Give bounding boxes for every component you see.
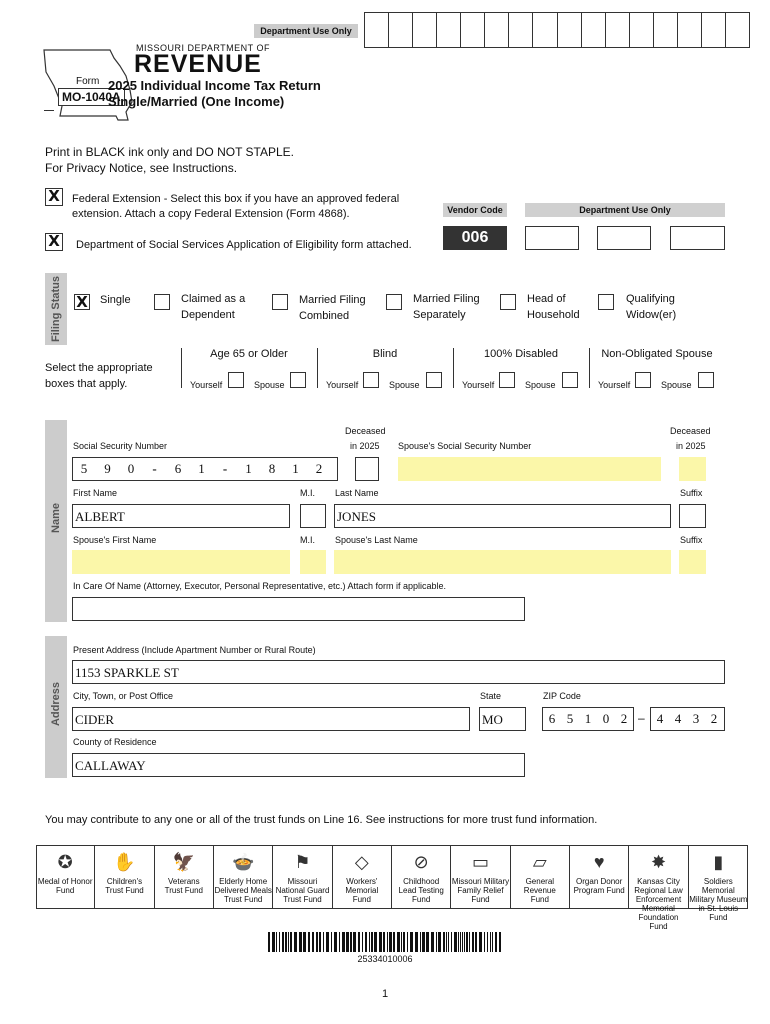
hands-icon: ✋ <box>113 852 136 872</box>
spouse-suffix-label: Suffix <box>680 535 703 545</box>
form-subtitle: Single/Married (One Income) <box>108 94 285 109</box>
trust-fund-label: Fund <box>471 895 490 904</box>
age-65-yourself-label: Yourself <box>190 380 223 390</box>
trust-fund-label: Memorial <box>345 886 379 895</box>
filing-status-label: Filing Status <box>50 276 62 342</box>
medal-icon: ✪ <box>57 852 73 872</box>
trust-fund-label: Soldiers <box>703 877 733 886</box>
county-field[interactable]: CALLAWAY <box>72 753 525 777</box>
head-of-household-label-2: Household <box>527 309 580 321</box>
trust-fund-7 <box>392 845 451 909</box>
barcode-bar <box>454 932 457 952</box>
trust-fund-2 <box>95 845 154 909</box>
barcode-bar <box>387 932 388 952</box>
dept-use-box-2 <box>597 226 651 250</box>
disabled-yourself-checkbox[interactable] <box>499 372 515 388</box>
monument-icon: ▮ <box>713 852 724 872</box>
barcode-bar <box>436 932 437 952</box>
disabled-header: 100% Disabled <box>484 348 558 360</box>
privacy-instruction: For Privacy Notice, see Instructions. <box>45 161 238 175</box>
zip-label: ZIP Code <box>543 691 581 701</box>
zip5-digit: 6 <box>548 711 556 726</box>
trust-fund-label: Elderly Home <box>219 877 268 886</box>
barcode-bar <box>285 932 287 952</box>
spouse-first-name-label: Spouse's First Name <box>73 535 157 545</box>
city-label: City, Town, or Post Office <box>73 691 174 701</box>
barcode-bar <box>383 932 385 952</box>
zip4-digit: 2 <box>710 711 718 726</box>
barcode-bar <box>282 932 284 952</box>
trust-fund-11 <box>629 845 688 931</box>
deceased-label: Deceased <box>345 426 386 436</box>
trust-fund-label: Trust Fund <box>283 895 322 904</box>
barcode-bar <box>279 932 280 952</box>
spouse-deceased-label: Deceased <box>670 426 711 436</box>
form-number: MO-1040A <box>58 88 125 106</box>
deceased-checkbox[interactable] <box>355 457 379 481</box>
trust-fund-9 <box>511 845 570 909</box>
qualifying-widow-label: Qualifying <box>626 293 675 305</box>
zip4-digit: 4 <box>656 711 664 726</box>
barcode-bar <box>499 932 501 952</box>
barcode-bar <box>407 932 408 952</box>
zip5-digit: 1 <box>584 711 592 726</box>
dss-checkbox[interactable]: X <box>45 233 63 251</box>
barcode-bar <box>401 932 402 952</box>
form-title: 2025 Individual Income Tax Return <box>108 78 321 93</box>
barcode-bar <box>350 932 352 952</box>
ssn-digit: 1 <box>292 461 299 476</box>
dept-use-boxes <box>364 12 750 48</box>
eagle-icon: 🦅 <box>172 852 196 872</box>
zip5-digit: 2 <box>620 711 628 726</box>
head-of-household-checkbox[interactable] <box>500 294 516 310</box>
non-obligated-yourself-checkbox[interactable] <box>635 372 651 388</box>
married-separately-label: Married Filing <box>413 293 480 305</box>
trust-fund-label: Trust Fund <box>164 886 204 895</box>
spouse-last-name-label: Spouse's Last Name <box>335 535 418 545</box>
trust-fund-8 <box>451 845 510 909</box>
barcode-bar <box>308 932 310 952</box>
federal-extension-label: Federal Extension - Select this box if you have an approved federal <box>72 193 400 205</box>
trust-fund-label: Delivered Meals <box>214 886 272 895</box>
barcode-bar <box>379 932 382 952</box>
barcode-bar <box>374 932 377 952</box>
barcode-bar <box>323 932 324 952</box>
trust-fund-label: Childhood <box>403 877 440 886</box>
trust-fund-label: National Guard <box>275 886 330 895</box>
age-65-header: Age 65 or Older <box>210 348 288 360</box>
qualifying-widow-label-2: Widow(er) <box>626 309 677 321</box>
dogtag-icon: ▭ <box>471 852 489 872</box>
barcode-bar <box>358 932 360 952</box>
present-address-label: Present Address (Include Apartment Number or Rural Route) <box>73 645 316 655</box>
age-65-yourself-checkbox[interactable] <box>228 372 244 388</box>
zip5-digit: 5 <box>566 711 574 726</box>
present-address-field[interactable]: 1153 SPARKLE ST <box>72 660 725 684</box>
state-outline-icon: ▱ <box>532 852 547 872</box>
last-name-field[interactable]: JONES <box>334 504 671 528</box>
non-obligated-header: Non-Obligated Spouse <box>601 348 713 360</box>
spouse-ssn-label: Spouse's Social Security Number <box>398 441 532 451</box>
trust-fund-3 <box>155 845 214 909</box>
barcode-bar <box>290 932 292 952</box>
trust-fund-label: Revenue <box>523 886 556 895</box>
non-obligated-spouse-label: Spouse <box>661 380 692 390</box>
suffix-label: Suffix <box>680 488 703 498</box>
vendor-code-value: 006 <box>443 226 507 250</box>
spouse-last-name-field[interactable] <box>334 550 671 574</box>
barcode-bar <box>462 932 463 952</box>
married-separately-label-2: Separately <box>413 309 466 321</box>
name-section-label: Name <box>50 503 62 533</box>
barcode-bar <box>426 932 429 952</box>
trust-fund-10 <box>570 845 629 909</box>
meal-icon: 🍲 <box>231 852 255 872</box>
dept-use-box-1 <box>525 226 579 250</box>
barcode-bar <box>334 932 337 952</box>
care-of-label: In Care Of Name (Attorney, Executor, Personal Representative, etc.) Attach form if applicable. <box>73 581 447 591</box>
zip-dash: – <box>638 711 645 725</box>
blind-yourself-checkbox[interactable] <box>363 372 379 388</box>
barcode-bar <box>469 932 470 952</box>
married-combined-checkbox[interactable] <box>272 294 288 310</box>
trust-fund-label: Medal of Honor <box>37 877 93 886</box>
last-name-label: Last Name <box>335 488 379 498</box>
barcode-bar <box>472 932 474 952</box>
first-name-field[interactable]: ALBERT <box>72 504 290 528</box>
blind-header: Blind <box>372 348 398 360</box>
agency-top-text: MISSOURI DEPARTMENT OF <box>136 43 271 53</box>
claimed-dependent-checkbox[interactable] <box>154 294 170 310</box>
barcode-bar <box>319 932 321 952</box>
badge-icon: ✸ <box>650 852 667 872</box>
married-separately-checkbox[interactable] <box>386 294 402 310</box>
trust-fund-label: Missouri <box>287 877 318 886</box>
barcode-bar <box>458 932 459 952</box>
barcode-bar <box>393 932 395 952</box>
trust-fund-6 <box>333 845 392 909</box>
barcode-bar <box>369 932 370 952</box>
barcode-bar <box>389 932 392 952</box>
barcode-bar <box>268 932 270 952</box>
zip5-digit: 0 <box>602 711 610 726</box>
barcode-bar <box>443 932 445 952</box>
disabled-yourself-label: Yourself <box>462 380 495 390</box>
qualifying-widow-checkbox[interactable] <box>598 294 614 310</box>
ssn-digit: 0 <box>127 461 135 476</box>
no-lead-icon: ⊘ <box>413 852 429 872</box>
city-field[interactable]: CIDER <box>72 707 470 731</box>
trust-fund-label: Workers' <box>346 877 378 886</box>
blind-spouse-label: Spouse <box>389 380 420 390</box>
claimed-dependent-label-2: Dependent <box>181 309 235 321</box>
dept-use-header: Department Use Only <box>525 203 725 217</box>
federal-extension-label-2: extension. Attach a copy Federal Extension (Form 4868). <box>72 208 350 220</box>
corner-mark <box>44 110 54 111</box>
trust-fund-label: Fund <box>352 895 371 904</box>
barcode-bar <box>466 932 468 952</box>
trust-fund-label: Kansas City Regional Law <box>634 877 683 895</box>
mi-label: M.I. <box>300 488 315 498</box>
barcode-bar <box>342 932 345 952</box>
barcode-bar <box>451 932 452 952</box>
barcode-bar <box>492 932 493 952</box>
barcode-bar <box>403 932 405 952</box>
disabled-spouse-label: Spouse <box>525 380 556 390</box>
barcode-bar <box>312 932 314 952</box>
mi-field[interactable] <box>300 504 326 528</box>
barcode-bar <box>365 932 367 952</box>
barcode-bar <box>479 932 482 952</box>
state-label: State <box>480 691 502 701</box>
barcode-bar <box>448 932 449 952</box>
trust-fund-label: Missouri Military <box>451 877 510 886</box>
trust-fund-label: Trust Fund <box>105 886 144 895</box>
barcode-bar <box>460 932 461 952</box>
barcode-bar <box>272 932 275 952</box>
barcode-bar <box>487 932 488 952</box>
trust-fund-label: Trust Fund <box>223 895 263 904</box>
county-label: County of Residence <box>73 737 157 747</box>
trust-fund-label: Memorial <box>701 886 735 895</box>
barcode-bar <box>371 932 373 952</box>
ssn-digit: 2 <box>315 461 323 476</box>
vendor-code-header: Vendor Code <box>443 203 507 217</box>
trust-fund-1 <box>36 845 95 909</box>
claimed-dependent-label: Claimed as a <box>181 293 246 305</box>
form-label: Form <box>76 76 100 87</box>
zip4-digit: 4 <box>674 711 682 726</box>
ssn-digit: 1 <box>198 461 205 476</box>
trust-fund-label: Veterans <box>168 877 200 886</box>
barcode-bar <box>422 932 425 952</box>
revenue-logo: REVENUE <box>134 50 262 78</box>
trust-fund-label: Fund <box>412 895 431 904</box>
barcode-bar <box>484 932 485 952</box>
state-field[interactable]: MO <box>479 707 526 731</box>
barcode-bar <box>299 932 302 952</box>
barcode-bar <box>294 932 297 952</box>
first-name-label: First Name <box>73 488 118 498</box>
barcode-bar <box>331 932 332 952</box>
head-of-household-label: Head of <box>527 293 566 305</box>
trust-fund-label: General <box>525 877 555 886</box>
spouse-first-name-field[interactable] <box>72 550 290 574</box>
non-obligated-yourself-label: Yourself <box>598 380 631 390</box>
federal-extension-checkbox[interactable]: X <box>45 188 63 206</box>
disabled-spouse-checkbox[interactable] <box>562 372 578 388</box>
barcode-bar <box>490 932 491 952</box>
barcode-bar <box>339 932 340 952</box>
trust-fund-label: Military Museum in St. Louis Fund <box>689 895 748 922</box>
spouse-mi-field[interactable] <box>300 550 326 574</box>
barcode-bar <box>303 932 306 952</box>
barcode-bar <box>326 932 329 952</box>
trust-fund-4 <box>214 845 273 909</box>
spouse-deceased-year-label: in 2025 <box>676 441 706 451</box>
trust-fund-5 <box>273 845 332 909</box>
select-boxes-label: Select the appropriate <box>45 362 153 374</box>
suffix-field[interactable] <box>679 504 706 528</box>
deceased-year-label: in 2025 <box>350 441 380 451</box>
trust-fund-12 <box>689 845 748 922</box>
barcode <box>268 932 502 952</box>
trust-fund-label: Fund <box>530 895 549 904</box>
blind-yourself-label: Yourself <box>326 380 359 390</box>
trust-fund-label: Foundation Fund <box>638 913 679 931</box>
married-combined-label: Married Filing <box>299 294 366 306</box>
address-section-label: Address <box>50 681 62 727</box>
page-number: 1 <box>381 988 389 1000</box>
ssn-digit: 9 <box>104 461 111 476</box>
trust-fund-label: Children's <box>106 877 143 886</box>
barcode-bar <box>276 932 277 952</box>
blind-spouse-checkbox[interactable] <box>426 372 442 388</box>
dept-use-box-3 <box>670 226 725 250</box>
trust-fund-label: Enforcement Memorial <box>635 895 682 913</box>
barcode-bar <box>446 932 447 952</box>
ssn-separator: - <box>152 461 157 476</box>
age-65-spouse-checkbox[interactable] <box>290 372 306 388</box>
ssn-digit: 8 <box>268 461 276 476</box>
single-label: Single <box>100 294 131 306</box>
trust-fund-label: Fund <box>56 886 75 895</box>
select-boxes-label-2: boxes that apply. <box>45 378 128 390</box>
ssn-digit: 6 <box>174 461 182 476</box>
barcode-bar <box>464 932 465 952</box>
non-obligated-spouse-checkbox[interactable] <box>698 372 714 388</box>
dept-use-only-header: Department Use Only <box>254 24 358 38</box>
barcode-bar <box>288 932 289 952</box>
spouse-mi-label: M.I. <box>300 535 315 545</box>
trust-fund-label: Family Relief <box>457 886 504 895</box>
zip4-digit: 3 <box>692 711 700 726</box>
barcode-bar <box>346 932 349 952</box>
dss-label: Department of Social Services Application of Eligibility form attached. <box>76 239 412 251</box>
ssn-digit: 1 <box>245 461 252 476</box>
barcode-bar <box>316 932 318 952</box>
barcode-bar <box>410 932 413 952</box>
soldier-icon: ⚑ <box>294 852 311 872</box>
ink-instruction: Print in BLACK ink only and DO NOT STAPLE. <box>45 145 294 159</box>
care-of-field[interactable] <box>72 597 525 621</box>
barcode-bar <box>431 932 434 952</box>
gift-of-life-icon: ♥ <box>593 852 605 872</box>
sign-icon: ◇ <box>354 852 369 872</box>
spouse-suffix-field[interactable] <box>679 550 706 574</box>
trust-fund-label: Program Fund <box>573 886 625 895</box>
ssn-digit: 5 <box>80 461 88 476</box>
ssn-label: Social Security Number <box>73 441 168 451</box>
barcode-bar <box>397 932 400 952</box>
barcode-bar <box>475 932 477 952</box>
age-65-spouse-label: Spouse <box>254 380 285 390</box>
spouse-deceased-checkbox[interactable] <box>679 457 706 481</box>
ssn-separator: - <box>222 461 228 476</box>
spouse-ssn-field[interactable] <box>398 457 661 481</box>
trust-fund-label: Lead Testing <box>398 886 444 895</box>
married-combined-label-2: Combined <box>299 310 350 322</box>
barcode-bar <box>353 932 356 952</box>
trust-fund-intro: You may contribute to any one or all of the trust funds on Line 16. See instructions for more trust fund information. <box>45 814 598 826</box>
barcode-bar <box>420 932 421 952</box>
barcode-bar <box>415 932 418 952</box>
single-checkbox[interactable]: X <box>74 294 90 310</box>
barcode-bar <box>438 932 441 952</box>
trust-fund-label: Organ Donor <box>576 877 623 886</box>
barcode-number: 25334010006 <box>357 954 413 964</box>
barcode-bar <box>362 932 363 952</box>
barcode-bar <box>495 932 497 952</box>
